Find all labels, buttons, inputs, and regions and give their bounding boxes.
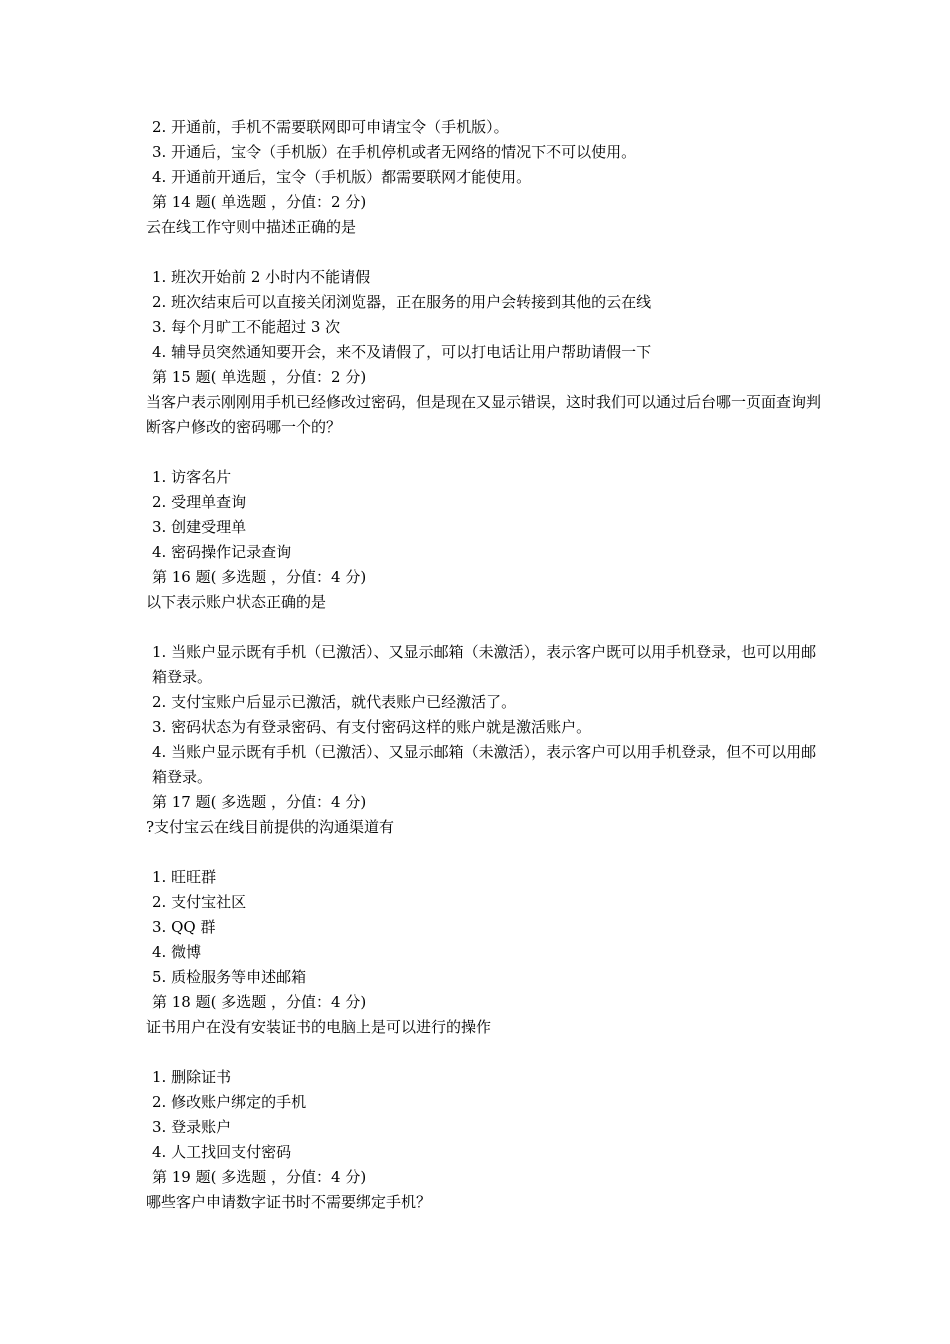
question-header: 第 19 题( 多选题 ，分值：4 分) [152,1168,367,1186]
answer-option: 3. 开通后，宝令（手机版）在手机停机或者无网络的情况下不可以使用。 [152,143,637,161]
blank-line [146,840,826,865]
question-header: 第 17 题( 多选题 ，分值：4 分) [152,793,367,811]
blank-line [146,615,826,640]
blank-line [146,1040,826,1065]
answer-option: 4. 开通前开通后，宝令（手机版）都需要联网才能使用。 [152,168,532,186]
blank-line [146,240,826,265]
question-text: 以下表示账户状态正确的是 [146,593,327,611]
answer-option: 4. 辅导员突然通知要开会，来不及请假了，可以打电话让用户帮助请假一下 [152,343,652,361]
answer-option: 4. 微博 [152,943,202,961]
question-text: 哪些客户申请数字证书时不需要绑定手机？ [146,1193,432,1211]
answer-option: 2. 开通前，手机不需要联网即可申请宝令（手机版）。 [152,118,509,136]
answer-option: 3. QQ 群 [152,918,216,936]
answer-option: 1. 当账户显示既有手机（已激活）、又显示邮箱（未激活），表示客户既可以用手机登录，也可以用邮箱登录。 [152,643,817,686]
document-body [146,115,826,1215]
answer-option: 4. 人工找回支付密码 [152,1143,292,1161]
answer-option: 5. 质检服务等申述邮箱 [152,968,307,986]
answer-option: 1. 旺旺群 [152,868,217,886]
question-text: ?支付宝云在线目前提供的沟通渠道有 [146,818,395,836]
question-header: 第 14 题( 单选题 ，分值：2 分) [152,193,367,211]
question-header: 第 16 题( 多选题 ，分值：4 分) [152,568,367,586]
question-text: 云在线工作守则中描述正确的是 [146,218,357,236]
answer-option: 3. 每个月旷工不能超过 3 次 [152,318,341,336]
question-header: 第 15 题( 单选题 ，分值：2 分) [152,368,367,386]
answer-option: 2. 班次结束后可以直接关闭浏览器，正在服务的用户会转接到其他的云在线 [152,293,652,311]
answer-option: 2. 支付宝账户后显示已激活，就代表账户已经激活了。 [152,693,517,711]
answer-option: 2. 修改账户绑定的手机 [152,1093,307,1111]
answer-option: 3. 密码状态为有登录密码、有支付密码这样的账户就是激活账户。 [152,718,592,736]
answer-option: 2. 支付宝社区 [152,893,247,911]
answer-option: 1. 删除证书 [152,1068,232,1086]
answer-option: 4. 当账户显示既有手机（已激活）、又显示邮箱（未激活），表示客户可以用手机登录，但不可以用邮箱登录。 [152,743,817,786]
question-text: 证书用户在没有安装证书的电脑上是可以进行的操作 [146,1018,492,1036]
answer-option: 1. 访客名片 [152,468,232,486]
question-header: 第 18 题( 多选题 ，分值：4 分) [152,993,367,1011]
answer-option: 3. 创建受理单 [152,518,247,536]
answer-option: 2. 受理单查询 [152,493,247,511]
blank-line [146,440,826,465]
answer-option: 4. 密码操作记录查询 [152,543,292,561]
answer-option: 1. 班次开始前 2 小时内不能请假 [152,268,371,286]
question-text: 当客户表示刚刚用手机已经修改过密码，但是现在又显示错误，这时我们可以通过后台哪一页面查询判断客户修改的密码哪一个的？ [146,393,822,436]
answer-option: 3. 登录账户 [152,1118,232,1136]
